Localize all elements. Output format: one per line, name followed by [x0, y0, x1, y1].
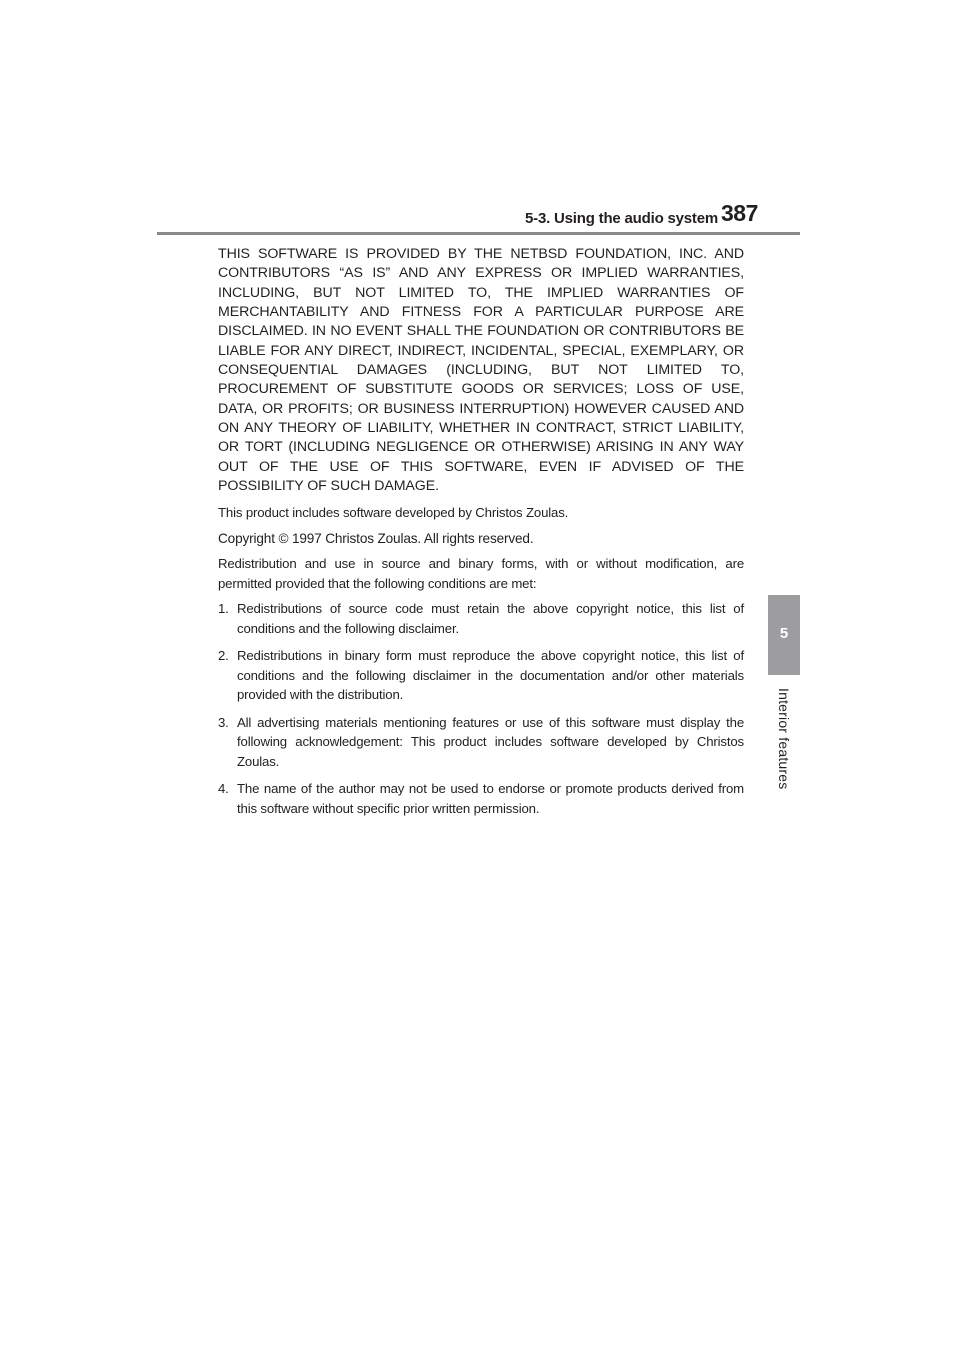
page-header [0, 0, 960, 240]
warranty-disclaimer: THIS SOFTWARE IS PROVIDED BY THE NETBSD FOUNDATION, INC. AND CONTRIBUTORS “AS IS” AND ANY EXPRESS OR IMPLIED WARRANTIES, INCLUDING, BUT NOT LIMITED TO, THE IMPLIED WARRANTIES OF MERCHANTABILITY AND FITNESS FOR A PARTICULAR PURPOSE ARE DISCLAIMED. IN NO EVENT SHALL THE FOUNDATION OR CONTRIBUTORS BE LIABLE FOR ANY DIRECT, INDIRECT, INCIDENTAL, SPECIAL, EXEMPLARY, OR CONSEQUENTIAL DAMAGES (INCLUDING, BUT NOT LIMITED TO, PROCUREMENT OF SUBSTITUTE GOODS OR SERVICES; LOSS OF USE, DATA, OR PROFITS; OR BUSINESS INTERRUPTION) HOWEVER CAUSED AND ON ANY THEORY OF LIABILITY, WHETHER IN CONTRACT, STRICT LIABILITY, OR TORT (INCLUDING NEGLIGENCE OR OTHERWISE) ARISING IN ANY WAY OUT OF THE USE OF THIS SOFTWARE, EVEN IF ADVISED OF THE POSSIBILITY OF SUCH DAMAGE. [218, 246, 744, 495]
conditions-list [218, 599, 744, 818]
list-item [218, 646, 744, 705]
chapter-tab-label: Interior features [776, 688, 792, 790]
copyright-notice: Copyright © 1997 Christos Zoulas. All rights reserved. [218, 530, 534, 546]
section-title: 5-3. Using the audio system [525, 210, 718, 227]
list-item-text: Redistributions in binary form must reproduce the above copyright notice, this list of conditions and the following disclaimer in the documentation and/or other materials provided with the distribution. [237, 648, 744, 703]
list-item-text: The name of the author may not be used to endorse or promote products derived from this software without specific prior written permission. [237, 781, 744, 816]
list-item-number: 2. [218, 648, 229, 664]
list-item-text: Redistributions of source code must retain the above copyright notice, this list of conditions and the following disclaimer. [237, 601, 744, 636]
chapter-tab-number: 5 [779, 625, 789, 642]
list-item-number: 3. [218, 714, 229, 730]
list-item [218, 779, 744, 818]
list-item [218, 599, 744, 638]
page-number: 387 [721, 200, 758, 226]
product-note: This product includes software developed by Christos Zoulas. [218, 505, 569, 521]
list-item-text: All advertising materials mentioning features or use of this software must display the following acknowledgement: This product includes software developed by Christos Zoulas. [237, 714, 744, 769]
page-content [218, 245, 744, 826]
redistribution-intro: Redistribution and use in source and binary forms, with or without modification, are permitted provided that the following conditions are met: [218, 556, 744, 591]
list-item-number: 4. [218, 781, 229, 797]
header-divider [157, 232, 800, 235]
list-item [218, 713, 744, 772]
list-item-number: 1. [218, 601, 229, 617]
